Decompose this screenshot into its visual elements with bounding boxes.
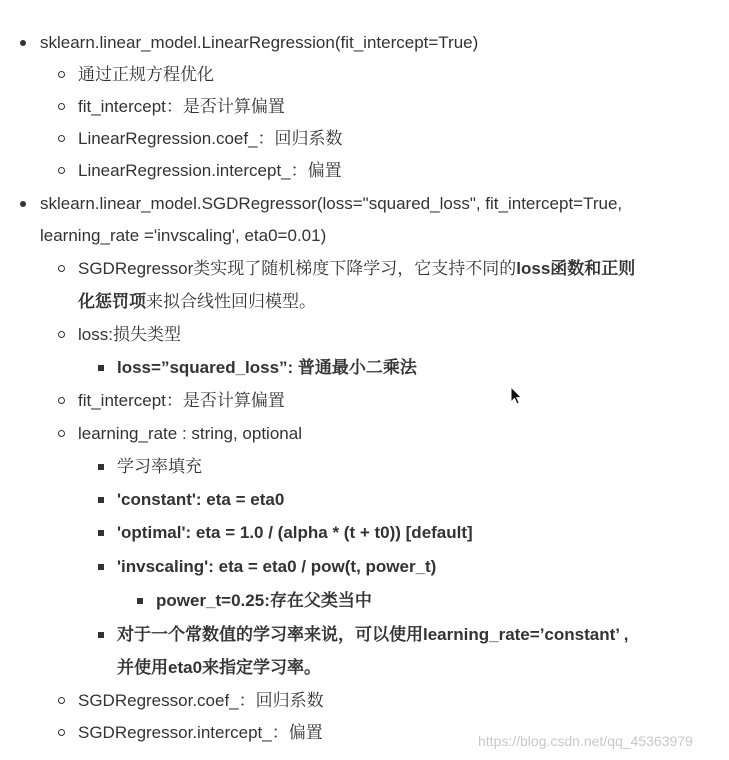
list-item: sklearn.linear_model.SGDRegressor(loss="squared_loss", fit_intercept=True, xyxy=(40,194,623,213)
list-item: 通过正规方程优化 xyxy=(78,65,214,84)
bullet-square xyxy=(98,464,104,470)
list-item: SGDRegressor.coef_：回归系数 xyxy=(78,691,324,710)
list-item: learning_rate : string, optional xyxy=(78,424,302,443)
list-item: 'constant': eta = eta0 xyxy=(117,490,285,509)
list-item: fit_intercept：是否计算偏置 xyxy=(78,391,285,410)
list-item: LinearRegression.intercept_：偏置 xyxy=(78,161,342,180)
list-item-continuation xyxy=(78,291,316,313)
list-item: 学习率填充 xyxy=(117,457,202,476)
list-item: SGDRegressor.intercept_：偏置 xyxy=(78,723,323,742)
list-item: power_t=0.25:存在父类当中 xyxy=(156,591,372,610)
bullet-circle xyxy=(58,103,65,110)
bullet-circle xyxy=(58,430,65,437)
list-item: fit_intercept：是否计算偏置 xyxy=(78,97,285,116)
list-item: LinearRegression.coef_：回归系数 xyxy=(78,129,343,148)
list-item: 'optimal': eta = 1.0 / (alpha * (t + t0)) [default] xyxy=(117,523,473,542)
bullet-circle xyxy=(58,397,65,404)
bullet-circle xyxy=(58,697,65,704)
bullet-circle xyxy=(58,167,65,174)
list-item xyxy=(78,258,635,280)
list-item-continuation: learning_rate ='invscaling', eta0=0.01) xyxy=(40,226,327,245)
mouse-pointer-icon xyxy=(510,386,524,406)
bullet-square xyxy=(137,598,143,604)
bullet-square xyxy=(98,632,104,638)
text-run: 来拟合线性回归模型。 xyxy=(146,292,316,311)
text-run: SGDRegressor类实现了随机梯度下降学习，它支持不同的 xyxy=(78,259,517,278)
list-item: loss:损失类型 xyxy=(78,325,181,344)
bullet-square xyxy=(98,564,104,570)
list-item: 'invscaling': eta = eta0 / pow(t, power_t) xyxy=(117,557,437,576)
bullet-square xyxy=(98,365,104,371)
bullet-circle xyxy=(58,265,65,272)
list-item: 对于一个常数值的学习率来说，可以使用learning_rate=’constant’ , xyxy=(117,625,629,644)
bullet-circle xyxy=(58,729,65,736)
bullet-circle xyxy=(58,135,65,142)
list-item-continuation: 并使用eta0来指定学习率。 xyxy=(117,658,322,677)
bullet-circle xyxy=(58,331,65,338)
bullet-square xyxy=(98,530,104,536)
watermark: https://blog.csdn.net/qq_45363979 xyxy=(478,733,693,749)
list-item: loss=”squared_loss”: 普通最小二乘法 xyxy=(117,358,417,377)
bullet-square xyxy=(98,497,104,503)
text-run-bold: 化惩罚项 xyxy=(78,292,146,311)
bullet-disc xyxy=(20,40,26,46)
list-item: sklearn.linear_model.LinearRegression(fit_intercept=True) xyxy=(40,33,479,52)
bullet-disc xyxy=(20,201,26,207)
bullet-circle xyxy=(58,71,65,78)
text-run-bold: loss函数和正则 xyxy=(516,259,636,278)
